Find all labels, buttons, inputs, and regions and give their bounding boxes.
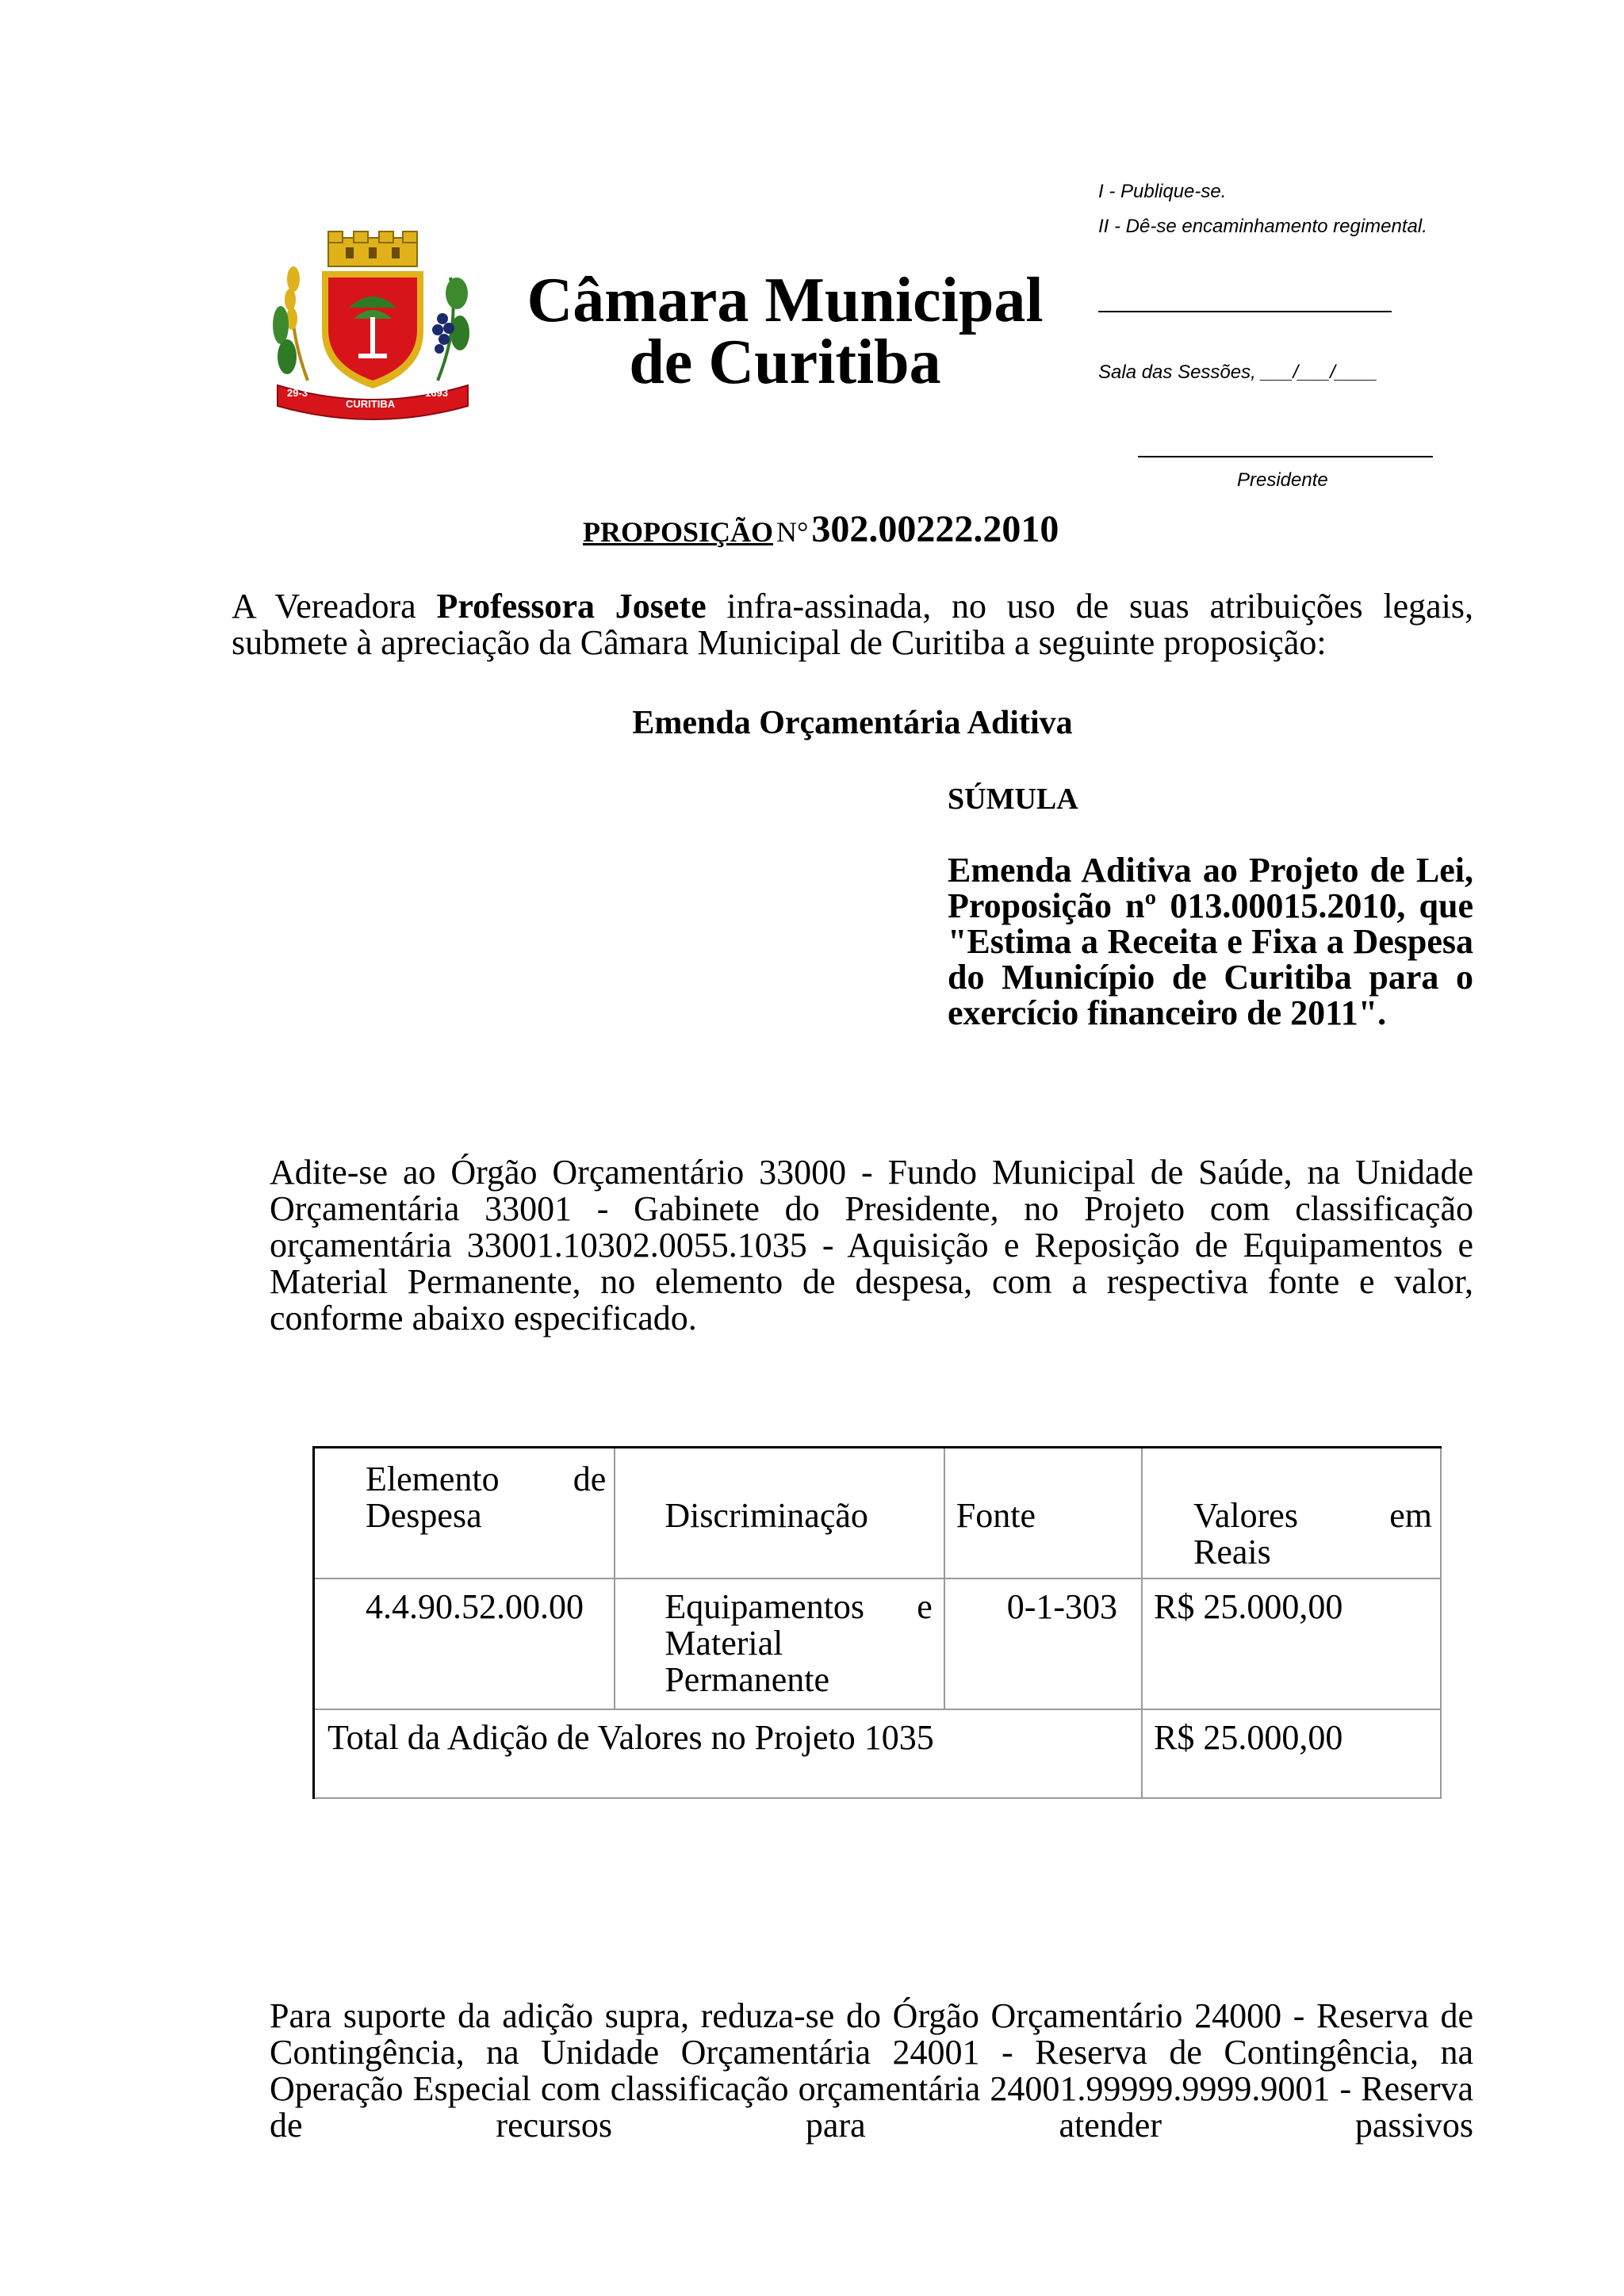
header-element-label: Elemento de Despesa	[366, 1460, 607, 1535]
header-values-label: Valores em Reais	[1193, 1496, 1432, 1571]
stamp-president: Presidente	[1237, 469, 1328, 491]
proposition-number-symbol: N°	[776, 516, 809, 548]
header-cell-source	[944, 1448, 1142, 1578]
title-line-2: de Curitiba	[629, 327, 941, 397]
element-code: 4.4.90.52.00.00	[366, 1586, 584, 1626]
cell-element-code	[314, 1578, 615, 1709]
stamp-sessions-date: Sala das Sessões, ___/___/____	[1098, 362, 1378, 383]
cell-total-value	[1142, 1709, 1441, 1798]
addition-paragraph: Adite-se ao Órgão Orçamentário 33000 - Fundo Municipal de Saúde, na Unidade Orçamentária 33001 - Gabinete do Presidente, no Projeto com classificação orçamentária 33001.10302.0055.1035 - Aquisição e Reposição de Equipamentos e Material Permanente, no elemento de despesa, com a respectiva fonte e valor, conforme abaixo especificado.	[270, 1153, 1473, 1337]
cell-total-label	[314, 1709, 1143, 1798]
header-cell-discrimination	[615, 1448, 944, 1578]
budget-table-header-row	[314, 1448, 1442, 1578]
total-label: Total da Adição de Valores no Projeto 1035	[327, 1717, 934, 1757]
header-discrimination-label: Discriminação	[665, 1496, 868, 1535]
header-source-label: Fonte	[956, 1496, 1036, 1535]
signature-line-2	[1138, 456, 1433, 457]
value-amount: R$ 25.000,00	[1154, 1586, 1343, 1626]
budget-table	[312, 1446, 1442, 1799]
intro-post: infra-assinada, no uso de suas atribuições legais, submete à apreciação da Câmara Municipal de Curitiba a seguinte proposição:	[232, 587, 1473, 662]
discrimination-text: Equipamentos e Material Permanente	[665, 1586, 933, 1699]
proposition-heading	[583, 507, 1217, 551]
proposition-label: PROPOSIÇÃO	[583, 516, 774, 548]
curitiba-coat-of-arms	[270, 230, 476, 420]
cell-value	[1142, 1578, 1441, 1709]
seal-banner-left: 29-3	[287, 387, 308, 399]
header-cell-element	[314, 1448, 615, 1578]
title-line-1: Câmara Municipal	[527, 266, 1044, 335]
institution-title	[508, 266, 1063, 397]
seal-banner-center: CURITIBA	[346, 398, 396, 410]
cell-source	[944, 1578, 1142, 1709]
total-value: R$ 25.000,00	[1154, 1717, 1343, 1757]
sumula-heading: SÚMULA	[948, 783, 1078, 816]
councilor-name: Professora Josete	[436, 587, 707, 626]
stamp-line-2: II - Dê-se encaminhamento regimental.	[1098, 216, 1427, 237]
reduction-paragraph: Para suporte da adição supra, reduza-se do Órgão Orçamentário 24000 - Reserva de Contingência, na Unidade Orçamentária 24001 - Reserva de Contingência, na Operação Especial com classificação orçamentária 24001.99999.9999.9001 - Reserva de recursos para atender passivos	[270, 1996, 1473, 2145]
budget-table-row	[314, 1578, 1442, 1709]
source-code: 0-1-303	[1006, 1586, 1117, 1626]
intro-pre: A Vereadora	[232, 587, 437, 626]
budget-table-total-row	[314, 1709, 1442, 1798]
header-cell-values	[1142, 1448, 1441, 1578]
seal-banner-right: 1693	[425, 387, 448, 399]
cell-discrimination	[615, 1578, 944, 1709]
proposition-number: 302.00222.2010	[811, 508, 1059, 550]
sumula-text: Emenda Aditiva ao Projeto de Lei, Proposição nº 013.00015.2010, que "Estima a Receita e Fixa a Despesa do Município de Curitiba para o exercício financeiro de 2011".	[948, 851, 1473, 1032]
intro-paragraph	[232, 588, 1473, 661]
subject-title: Emenda Orçamentária Aditiva	[632, 705, 1073, 741]
signature-line-1	[1098, 311, 1392, 312]
stamp-line-1: I - Publique-se.	[1098, 181, 1227, 202]
